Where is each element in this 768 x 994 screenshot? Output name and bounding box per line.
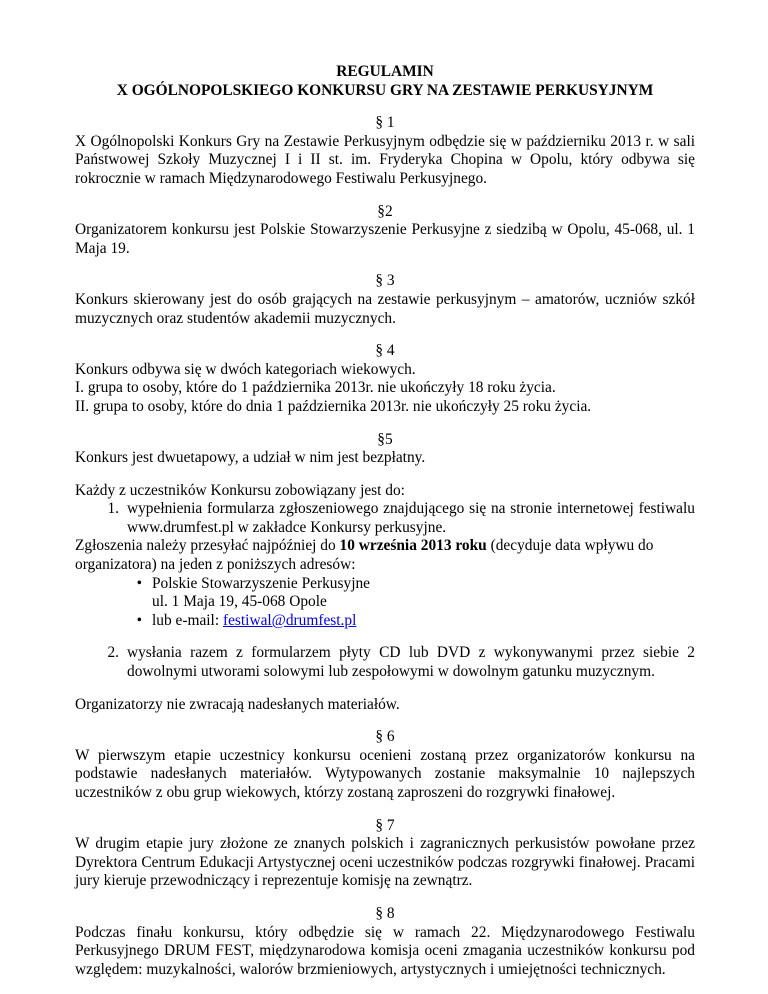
section-1-heading: § 1 xyxy=(375,114,395,132)
section-6-text: W pierwszym etapie uczestnicy konkursu ocenieni zostaną przez organizatorów konkursu na podstawie nadesłanych materiałów. Wytypowanych zostanie maksymalnie 10 najlepszych uczestników z obu grup wiekowych, którzy zostaną zaproszeni do rozgrywki finałowej. xyxy=(75,746,695,801)
deadline-post: (decyduje data wpływu do organizatora) na jeden z poniższych adresów: xyxy=(75,537,654,574)
section-7-heading: § 7 xyxy=(375,816,395,834)
email-bullet-item xyxy=(75,612,695,631)
section-5-intro: Każdy z uczestników Konkursu zobowiązany jest do: xyxy=(75,481,405,499)
document-title-line1: REGULAMIN xyxy=(336,63,434,80)
section-4-line3: II. grupa to osoby, które do dnia 1 października 2013r. nie ukończyły 25 roku życia. xyxy=(75,397,592,415)
section-4-heading: § 4 xyxy=(375,342,395,360)
deadline-date: 10 września 2013 roku xyxy=(339,537,487,555)
address-street: ul. 1 Maja 19, 45-068 Opole xyxy=(152,593,327,611)
list-item-2-number: 2. xyxy=(107,644,119,662)
document-title-line2: X OGÓLNOPOLSKIEGO KONKURSU GRY NA ZESTAWIE PERKUSYJNYM xyxy=(116,81,654,99)
email-label: lub e-mail: xyxy=(152,611,223,629)
section-8-heading: § 8 xyxy=(375,904,395,922)
section-4-line1: Konkurs odbywa się w dwóch kategoriach wiekowych. xyxy=(75,360,416,378)
section-5-heading: §5 xyxy=(377,430,393,448)
address-name: Polskie Stowarzyszenie Perkusyjne xyxy=(152,574,370,592)
address-bullet-item xyxy=(75,575,695,594)
list-item-1-text: wypełnienia formularza zgłoszeniowego znajdującego się na stronie internetowej festiwalu www.drumfest.pl w zakładce Konkursy perkusyjne. xyxy=(127,500,695,536)
list-item-2-text: wysłania razem z formularzem płyty CD lub DVD z wykonywanymi przez siebie 2 dowolnymi utworami solowymi lub zespołowymi w dowolnym gatunku muzycznym. xyxy=(127,644,695,681)
list-item-1 xyxy=(75,500,695,537)
section-8-text: Podczas finału konkursu, który odbędzie się w ramach 22. Międzynarodowego Festiwalu Perkusyjnego DRUM FEST, międzynarodowa komisja oceni zmagania uczestników konkursu pod względem: muzykalności, walorów brzmieniowych, artystycznych i umiejętności technicznych. xyxy=(75,923,695,978)
section-5-text: Konkurs jest dwuetapowy, a udział w nim jest bezpłatny. xyxy=(75,449,426,467)
document-page xyxy=(75,63,695,979)
bullet-icon: • xyxy=(136,574,142,592)
deadline-paragraph xyxy=(75,537,695,574)
list-item-2 xyxy=(75,644,695,681)
bullet-icon: • xyxy=(136,611,142,629)
section-2-text: Organizatorem konkursu jest Polskie Stowarzyszenie Perkusyjne z siedzibą w Opolu, 45-068, ul. 1 Maja 19. xyxy=(75,221,695,257)
section-4-line2: I. grupa to osoby, które do 1 października 2013r. nie ukończyły 18 roku życia. xyxy=(75,379,556,397)
email-link[interactable]: festiwal@drumfest.pl xyxy=(222,611,357,629)
section-5-note: Organizatorzy nie zwracają nadesłanych materiałów. xyxy=(75,695,400,713)
section-3-text: Konkurs skierowany jest do osób grających na zestawie perkusyjnym – amatorów, uczniów szkół muzycznych oraz studentów akademii muzycznych. xyxy=(75,290,695,327)
section-2-heading: §2 xyxy=(377,202,393,220)
deadline-pre: Zgłoszenia należy przesyłać najpóźniej do xyxy=(75,537,340,555)
section-1-text: X Ogólnopolski Konkurs Gry na Zestawie Perkusyjnym odbędzie się w październiku 2013 r. w sali Państwowej Szkoły Muzycznej I i II st. im. Fryderyka Chopina w Opolu, który odbywa się rokrocznie w ramach Międzynarodowego Festiwalu Perkusyjnego. xyxy=(75,132,695,187)
list-item-1-number: 1. xyxy=(107,500,119,518)
section-6-heading: § 6 xyxy=(375,728,395,746)
section-7-text: W drugim etapie jury złożone ze znanych polskich i zagranicznych perkusistów powołane przez Dyrektora Centrum Edukacji Artystycznej oceni uczestników podczas rozgrywki finałowej. Pracami jury kieruje przewodniczący i reprezentuje komisję na zewnątrz. xyxy=(75,835,695,890)
section-3-heading: § 3 xyxy=(375,272,395,290)
